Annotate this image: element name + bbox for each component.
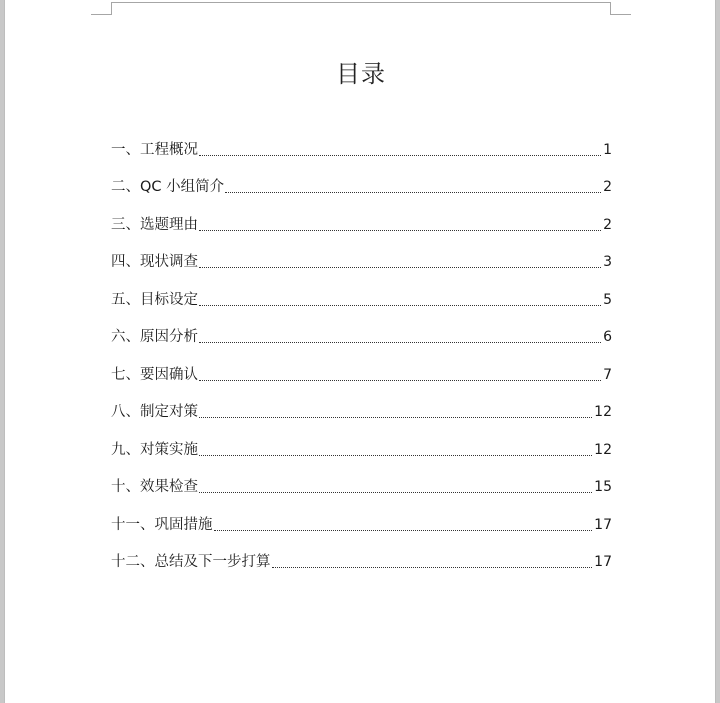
margin-mark-top-left [91,2,112,15]
toc-entry-label: 九、对策实施 [111,441,198,458]
toc-leader-dots [199,267,601,268]
toc-page-number: 3 [603,254,612,270]
toc-entry-label: 八、制定对策 [111,404,198,420]
toc-leader-dots [199,230,601,231]
toc-entry[interactable] [111,351,612,389]
toc-page-number: 1 [603,141,612,158]
toc-page-number: 2 [603,179,612,195]
document-page [4,0,716,703]
toc-entry[interactable] [111,164,612,202]
toc-page-number: 15 [594,479,612,495]
toc-page-number: 6 [603,329,612,345]
toc-leader-dots [272,567,593,568]
toc-entry[interactable] [111,126,612,164]
toc-entry[interactable] [111,464,612,502]
toc-leader-dots [214,530,593,531]
margin-mark-top-right [610,2,631,15]
toc-entry[interactable] [111,276,612,314]
toc-entry-label: 十二、总结及下一步打算 [111,554,271,570]
toc-leader-dots [199,305,601,306]
toc-entry-label: 二、QC 小组简介 [111,179,225,195]
margin-rule-top [112,2,610,3]
toc-title: 目录 [336,60,386,88]
toc-entry-label: 四、现状调查 [111,254,198,270]
toc-leader-dots [199,417,592,418]
toc-entry-label: 七、要因确认 [111,366,198,383]
toc-leader-dots [225,192,601,193]
toc-entry-label: 六、原因分析 [111,329,198,345]
toc-leader-dots [199,155,601,156]
toc-entry-label: 三、选题理由 [111,216,198,233]
toc-entry-label: 十一、巩固措施 [111,516,213,533]
toc-page-number: 5 [603,291,612,308]
toc-entry[interactable] [111,201,612,239]
toc-leader-dots [199,342,601,343]
toc-entry[interactable] [111,539,612,577]
toc-entry[interactable] [111,239,612,277]
toc-entry[interactable] [111,501,612,539]
toc-page-number: 17 [594,516,612,533]
toc-entry-label: 一、工程概况 [111,141,198,158]
toc-leader-dots [199,455,592,456]
toc-entry-label: 十、效果检查 [111,479,198,495]
toc-page-number: 17 [594,554,612,570]
toc-page-number: 12 [594,404,612,420]
toc-page-number: 7 [603,366,612,383]
toc-entry[interactable] [111,389,612,427]
toc-page-number: 2 [603,216,612,233]
toc-entry[interactable] [111,426,612,464]
toc-leader-dots [199,492,592,493]
toc-entry[interactable] [111,314,612,352]
toc-page-number: 12 [594,441,612,458]
toc-entry-label: 五、目标设定 [111,291,198,308]
toc-leader-dots [199,380,601,381]
table-of-contents [111,126,612,576]
